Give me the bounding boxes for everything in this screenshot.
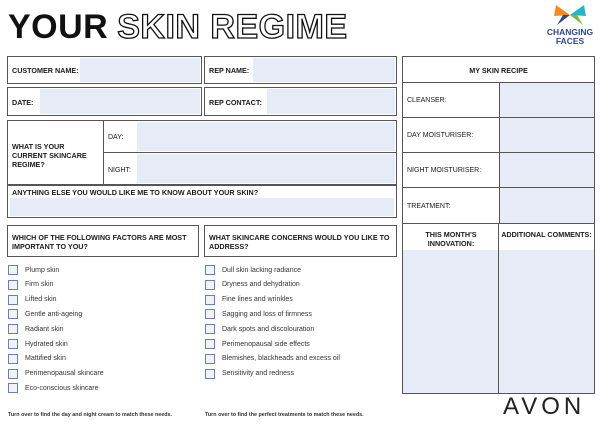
innovation-label: THIS MONTH'S INNOVATION:	[425, 230, 477, 248]
logo-text: CHANGING FACES	[546, 27, 594, 46]
checkbox[interactable]	[205, 354, 215, 364]
recipe-row-night-moisturiser	[403, 153, 594, 188]
factor-item[interactable]	[8, 323, 64, 335]
footer-note-right: Turn over to find the perfect treatments to match these needs.	[205, 412, 364, 418]
cleanser-field[interactable]	[499, 83, 594, 117]
recipe-row-cleanser	[403, 83, 594, 118]
day-regime-field[interactable]	[137, 122, 395, 151]
checkbox[interactable]	[8, 354, 18, 364]
night-moisturiser-label: NIGHT MOISTURISER:	[407, 167, 482, 174]
anything-else-label: ANYTHING ELSE YOU WOULD LIKE ME TO KNOW ABOUT YOUR SKIN?	[12, 188, 259, 197]
factor-item[interactable]	[8, 368, 104, 380]
rep-name-field[interactable]	[253, 58, 395, 82]
treatment-field[interactable]	[499, 188, 594, 223]
checkbox[interactable]	[8, 383, 18, 393]
concern-label: Dark spots and discolouration	[222, 325, 315, 333]
checkbox[interactable]	[8, 339, 18, 349]
innovation-field[interactable]	[403, 250, 498, 393]
night-regime-field[interactable]	[137, 154, 395, 183]
factor-item[interactable]	[8, 264, 59, 276]
anything-else-field[interactable]	[10, 198, 394, 216]
innovation-column	[403, 224, 499, 393]
concern-item[interactable]	[205, 294, 293, 306]
factors-question-box	[7, 225, 199, 257]
cleanser-label: CLEANSER:	[407, 97, 447, 104]
factor-item[interactable]	[8, 338, 68, 350]
date-label: DATE:	[12, 98, 34, 107]
customer-name-field[interactable]	[80, 58, 200, 82]
checkbox[interactable]	[8, 369, 18, 379]
page-title	[8, 7, 348, 47]
factor-item[interactable]	[8, 353, 66, 365]
date-box	[7, 87, 202, 116]
comments-column	[499, 224, 594, 393]
checkbox[interactable]	[205, 295, 215, 305]
skin-recipe-heading: MY SKIN RECIPE	[469, 66, 528, 75]
comments-label: ADDITIONAL COMMENTS:	[501, 230, 592, 239]
concern-item[interactable]	[205, 338, 310, 350]
day-moisturiser-field[interactable]	[499, 118, 594, 152]
customer-name-box	[7, 56, 202, 84]
checkbox[interactable]	[8, 324, 18, 334]
title-bold-word: YOUR	[8, 8, 109, 46]
divider	[104, 152, 396, 153]
concern-item[interactable]	[205, 279, 300, 291]
skin-recipe-panel	[402, 56, 595, 394]
factors-checklist	[8, 264, 198, 399]
date-field[interactable]	[40, 89, 200, 114]
factor-item[interactable]	[8, 294, 57, 306]
factor-label: Radiant skin	[25, 325, 64, 333]
checkbox[interactable]	[205, 324, 215, 334]
checkbox[interactable]	[205, 369, 215, 379]
factor-item[interactable]	[8, 279, 53, 291]
concern-label: Sagging and loss of firmness	[222, 310, 312, 318]
concerns-question-box	[204, 225, 397, 257]
concern-item[interactable]	[205, 368, 294, 380]
factor-item[interactable]	[8, 382, 99, 394]
current-regime-label: WHAT IS YOUR CURRENT SKINCARE REGIME?	[12, 142, 87, 169]
treatment-label: TREATMENT:	[407, 203, 451, 210]
butterfly-icon	[551, 3, 589, 27]
checkbox[interactable]	[205, 309, 215, 319]
checkbox[interactable]	[205, 265, 215, 275]
concerns-question-label: WHAT SKINCARE CONCERNS WOULD YOU LIKE TO ADDRESS?	[209, 233, 390, 251]
factor-label: Eco-conscious skincare	[25, 384, 99, 392]
recipe-row-day-moisturiser	[403, 118, 594, 153]
checkbox[interactable]	[8, 265, 18, 275]
concern-label: Dryness and dehydration	[222, 281, 300, 289]
day-label: DAY:	[108, 134, 124, 141]
checkbox[interactable]	[205, 280, 215, 290]
rep-contact-label: REP CONTACT:	[209, 98, 262, 107]
night-moisturiser-field[interactable]	[499, 153, 594, 187]
rep-name-label: REP NAME:	[209, 66, 250, 75]
concern-item[interactable]	[205, 264, 301, 276]
factor-label: Firm skin	[25, 281, 54, 289]
current-regime-box	[7, 120, 397, 185]
factor-label: Mattified skin	[25, 355, 66, 363]
day-moisturiser-label: DAY MOISTURISER:	[407, 132, 474, 139]
concern-label: Perimenopausal side effects	[222, 340, 310, 348]
rep-name-box	[204, 56, 397, 84]
title-outline-words: SKIN REGIME	[117, 8, 348, 46]
checkbox[interactable]	[8, 309, 18, 319]
changing-faces-logo	[546, 3, 594, 53]
concern-label: Dull skin lacking radiance	[222, 266, 301, 274]
anything-else-box	[7, 185, 397, 218]
factor-item[interactable]	[8, 308, 82, 320]
rep-contact-box	[204, 87, 397, 116]
checkbox[interactable]	[8, 280, 18, 290]
concern-item[interactable]	[205, 353, 340, 365]
footer-note-left: Turn over to find the day and night cream to match these needs.	[8, 412, 173, 418]
concern-label: Fine lines and wrinkles	[222, 296, 293, 304]
rep-contact-field[interactable]	[267, 89, 395, 114]
checkbox[interactable]	[205, 339, 215, 349]
factor-label: Lifted skin	[25, 296, 57, 304]
factor-label: Hydrated skin	[25, 340, 68, 348]
recipe-row-treatment	[403, 188, 594, 224]
comments-field[interactable]	[499, 250, 594, 393]
concern-label: Blemishes, blackheads and excess oil	[222, 355, 340, 363]
avon-logo: AVON	[503, 393, 586, 420]
checkbox[interactable]	[8, 295, 18, 305]
factor-label: Gentle anti-ageing	[25, 310, 83, 318]
night-label: NIGHT:	[108, 167, 131, 174]
factor-label: Plump skin	[25, 266, 60, 274]
customer-name-label: CUSTOMER NAME:	[12, 66, 79, 75]
concerns-checklist	[205, 264, 397, 384]
factor-label: Perimenopausal skincare	[25, 370, 104, 378]
factors-question-label: WHICH OF THE FOLLOWING FACTORS ARE MOST IMPORTANT TO YOU?	[12, 233, 187, 251]
concern-item[interactable]	[205, 323, 314, 335]
concern-item[interactable]	[205, 308, 312, 320]
concern-label: Sensitivity and redness	[222, 370, 294, 378]
